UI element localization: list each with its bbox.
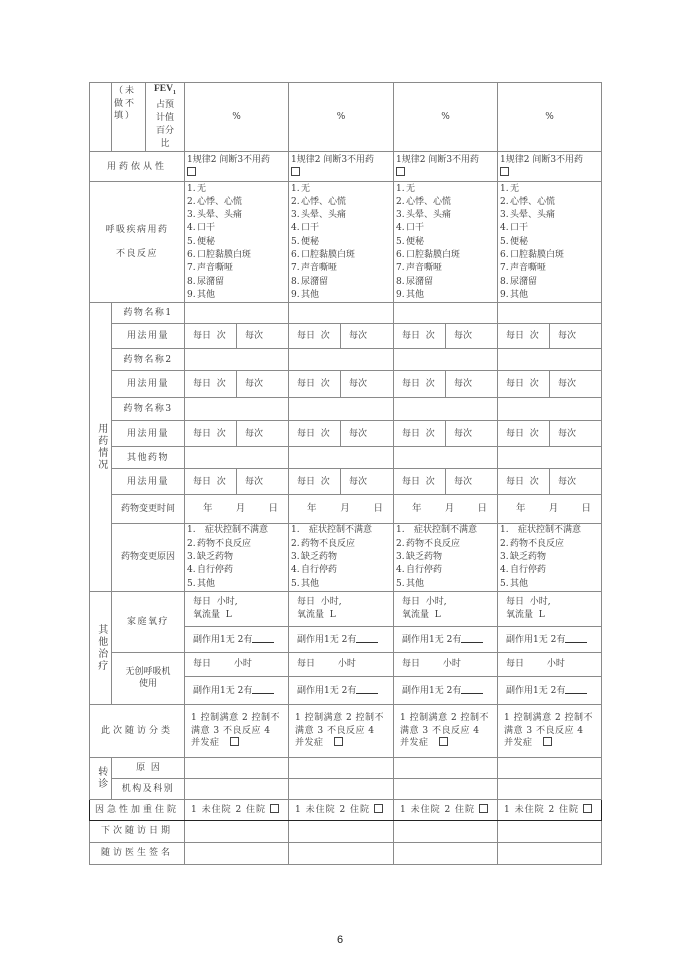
referral-institution-row [90, 778, 602, 799]
drug2-name-input-2[interactable] [289, 349, 394, 371]
checkbox[interactable] [187, 167, 196, 176]
next-visit-input-4[interactable] [498, 820, 602, 842]
other-daily-input-3[interactable]: 每日 次 [394, 469, 446, 495]
drug1-daily-input-1[interactable]: 每日 次 [185, 324, 237, 349]
drug3-each-input-1[interactable]: 每次 [237, 421, 289, 447]
drug3-name-input-1[interactable] [185, 398, 289, 421]
drug1-name-row [90, 303, 602, 324]
hospitalization-cell-3[interactable]: 1 未住院 2 住院 [394, 799, 498, 820]
adherence-options: 1规律2 间断3不用药 [396, 155, 480, 166]
drug3-each-input-4[interactable]: 每次 [550, 421, 602, 447]
drug3-daily-input-2[interactable]: 每日 次 [289, 421, 341, 447]
next-visit-input-1[interactable] [185, 820, 289, 842]
ventilator-daily-4[interactable]: 每日 小时 [498, 652, 602, 676]
drug3-name-label: 药物名称3 [112, 398, 185, 421]
drug3-name-input-3[interactable] [394, 398, 498, 421]
classification-cell-4[interactable]: 1 控制满意 2 控制不满意 3 不良反应 4 并发症 [498, 704, 602, 757]
fev-label-rest: 占预计值百分比 [155, 100, 174, 150]
change-date-input-1[interactable]: 年 月 日 [185, 495, 289, 524]
oxygen-side-effect-2[interactable]: 副作用1无 2有 [289, 626, 394, 652]
drug2-each-input-4[interactable]: 每次 [550, 371, 602, 398]
adverse-options-1[interactable]: 1.无 2.心悸、心慌 3.头晕、头痛 4.口干 5.便秘 6.口腔黏膜白斑 7.声音嘶哑 8.尿潴留 9.其他 [185, 182, 289, 303]
fev-input-3[interactable]: % [394, 83, 498, 152]
drug2-daily-input-4[interactable]: 每日 次 [498, 371, 550, 398]
other-treatment-group-label: 其他治疗 [90, 591, 112, 704]
checkbox[interactable] [334, 737, 343, 746]
change-date-input-4[interactable]: 年 月 日 [498, 495, 602, 524]
adherence-options: 1规律2 间断3不用药 [187, 155, 271, 166]
hospitalization-cell-4[interactable]: 1 未住院 2 住院 [498, 799, 602, 820]
referral-reason-label: 原 因 [112, 757, 185, 778]
change-reason-options-3[interactable]: 1. 症状控制不满意 2.药物不良反应 3.缺乏药物 4.自行停药 5.其他 [394, 524, 498, 591]
next-visit-label: 下次随访日期 [90, 820, 185, 842]
drug2-usage-row [90, 371, 602, 398]
drug1-name-input-2[interactable] [289, 303, 394, 324]
drug2-daily-input-3[interactable]: 每日 次 [394, 371, 446, 398]
drug3-daily-input-3[interactable]: 每日 次 [394, 421, 446, 447]
classification-cell-1[interactable]: 1 控制满意 2 控制不满意 3 不良反应 4 并发症 [185, 704, 289, 757]
change-reason-label: 药物变更原因 [112, 524, 185, 591]
other-daily-input-1[interactable]: 每日 次 [185, 469, 237, 495]
drug1-daily-input-2[interactable]: 每日 次 [289, 324, 341, 349]
oxygen-side-effect-4[interactable]: 副作用1无 2有 [498, 626, 602, 652]
drug1-name-input-1[interactable] [185, 303, 289, 324]
checkbox[interactable] [500, 167, 509, 176]
ventilator-side-effect-1[interactable]: 副作用1无 2有 [185, 676, 289, 704]
referral-institution-input-4[interactable] [498, 778, 602, 799]
change-time-row [90, 495, 602, 524]
classification-cell-3[interactable]: 1 控制满意 2 控制不满意 3 不良反应 4 并发症 [394, 704, 498, 757]
drug1-name-label: 药物名称1 [112, 303, 185, 324]
checkbox[interactable] [543, 737, 552, 746]
referral-reason-input-2[interactable] [289, 757, 394, 778]
other-each-input-2[interactable]: 每次 [341, 469, 394, 495]
drug2-name-row [90, 349, 602, 371]
drug1-each-input-3[interactable]: 每次 [446, 324, 498, 349]
drug2-usage-label: 用法用量 [112, 371, 185, 398]
drug1-usage-label: 用法用量 [112, 324, 185, 349]
next-visit-input-2[interactable] [289, 820, 394, 842]
referral-reason-input-1[interactable] [185, 757, 289, 778]
medication-group-label: 用药情况 [90, 303, 112, 591]
checkbox[interactable] [583, 804, 592, 813]
ventilator-daily-3[interactable]: 每日 小时 [394, 652, 498, 676]
doctor-sign-label: 随访医生签名 [90, 842, 185, 864]
drug2-each-input-2[interactable]: 每次 [341, 371, 394, 398]
adherence-options: 1规律2 间断3不用药 [500, 155, 584, 166]
drug3-each-input-2[interactable]: 每次 [341, 421, 394, 447]
adverse-options-3[interactable]: 1.无 2.心悸、心慌 3.头晕、头痛 4.口干 5.便秘 6.口腔黏膜白斑 7.声音嘶哑 8.尿潴留 9.其他 [394, 182, 498, 303]
checkbox[interactable] [230, 737, 239, 746]
classification-row [90, 704, 602, 757]
fev-input-1[interactable]: % [185, 83, 289, 152]
drug2-name-label: 药物名称2 [112, 349, 185, 371]
oxygen-side-effect-1[interactable]: 副作用1无 2有 [185, 626, 289, 652]
referral-institution-input-2[interactable] [289, 778, 394, 799]
drug2-daily-input-1[interactable]: 每日 次 [185, 371, 237, 398]
drug3-name-input-4[interactable] [498, 398, 602, 421]
drug3-usage-label: 用法用量 [112, 421, 185, 447]
doctor-sign-input-2[interactable] [289, 842, 394, 864]
other-daily-input-2[interactable]: 每日 次 [289, 469, 341, 495]
referral-institution-label: 机构及科别 [112, 778, 185, 799]
checkbox[interactable] [374, 804, 383, 813]
ventilator-label: 无创呼吸机 使用 [112, 652, 185, 704]
drug2-name-input-1[interactable] [185, 349, 289, 371]
other-drug-input-4[interactable] [498, 447, 602, 469]
drug3-usage-row [90, 421, 602, 447]
referral-reason-row [90, 757, 602, 778]
change-time-label: 药物变更时间 [112, 495, 185, 524]
ventilator-side-effect-2[interactable]: 副作用1无 2有 [289, 676, 394, 704]
home-oxygen-input-1[interactable]: 每日 小时, 氧流量 L [185, 591, 289, 626]
adherence-cell-4[interactable] [498, 152, 602, 182]
change-reason-options-4[interactable]: 1. 症状控制不满意 2.药物不良反应 3.缺乏药物 4.自行停药 5.其他 [498, 524, 602, 591]
drug1-each-input-2[interactable]: 每次 [341, 324, 394, 349]
classification-label: 此次随访分类 [90, 704, 185, 757]
drug1-name-input-4[interactable] [498, 303, 602, 324]
oxygen-side-effect-3[interactable]: 副作用1无 2有 [394, 626, 498, 652]
fev-row [90, 83, 602, 152]
referral-group-label: 转诊 [90, 757, 112, 799]
checkbox[interactable] [396, 167, 405, 176]
fev-note: （未做不填） [112, 83, 146, 152]
home-oxygen-row [90, 591, 602, 626]
other-drug-input-1[interactable] [185, 447, 289, 469]
other-daily-input-4[interactable]: 每日 次 [498, 469, 550, 495]
fev-label-main: FEV [154, 84, 173, 94]
hospitalization-row [90, 799, 602, 820]
hospitalization-cell-2[interactable]: 1 未住院 2 住院 [289, 799, 394, 820]
hospitalization-cell-1[interactable]: 1 未住院 2 住院 [185, 799, 289, 820]
ventilator-side-effect-3[interactable]: 副作用1无 2有 [394, 676, 498, 704]
adherence-row [90, 152, 602, 182]
home-oxygen-input-3[interactable]: 每日 小时, 氧流量 L [394, 591, 498, 626]
other-each-input-1[interactable]: 每次 [237, 469, 289, 495]
home-oxygen-input-2[interactable]: 每日 小时, 氧流量 L [289, 591, 394, 626]
other-drug-input-2[interactable] [289, 447, 394, 469]
other-drug-usage-label: 用法用量 [112, 469, 185, 495]
fev-input-2[interactable]: % [289, 83, 394, 152]
adherence-cell-2[interactable] [289, 152, 394, 182]
fev-label-sub: 1 [173, 89, 176, 96]
blank-cell [90, 83, 112, 152]
classification-cell-2[interactable]: 1 控制满意 2 控制不满意 3 不良反应 4 并发症 [289, 704, 394, 757]
adherence-options: 1规律2 间断3不用药 [291, 155, 375, 166]
adverse-label-line2: 不良反应 [115, 249, 158, 260]
adverse-reaction-row [90, 182, 602, 303]
drug2-name-input-4[interactable] [498, 349, 602, 371]
adherence-label: 用药依从性 [90, 152, 185, 182]
drug1-daily-input-3[interactable]: 每日 次 [394, 324, 446, 349]
home-oxygen-input-4[interactable]: 每日 小时, 氧流量 L [498, 591, 602, 626]
ventilator-daily-1[interactable]: 每日 小时 [185, 652, 289, 676]
other-each-input-4[interactable]: 每次 [550, 469, 602, 495]
change-reason-row [90, 524, 602, 591]
drug2-daily-input-2[interactable]: 每日 次 [289, 371, 341, 398]
change-date-input-3[interactable]: 年 月 日 [394, 495, 498, 524]
adverse-reaction-label [90, 182, 185, 303]
adverse-options-4[interactable]: 1.无 2.心悸、心慌 3.头晕、头痛 4.口干 5.便秘 6.口腔黏膜白斑 7.声音嘶哑 8.尿潴留 9.其他 [498, 182, 602, 303]
referral-institution-input-3[interactable] [394, 778, 498, 799]
hospitalization-label: 因急性加重住院 [90, 799, 185, 820]
adherence-cell-3[interactable] [394, 152, 498, 182]
referral-reason-input-4[interactable] [498, 757, 602, 778]
ventilator-side-effect-4[interactable]: 副作用1无 2有 [498, 676, 602, 704]
ventilator-daily-2[interactable]: 每日 小时 [289, 652, 394, 676]
fev-label [146, 83, 185, 152]
ventilator-row [90, 652, 602, 676]
other-drug-name-row [90, 447, 602, 469]
doctor-sign-input-4[interactable] [498, 842, 602, 864]
drug1-each-input-4[interactable]: 每次 [550, 324, 602, 349]
drug3-daily-input-4[interactable]: 每日 次 [498, 421, 550, 447]
drug1-usage-row [90, 324, 602, 349]
checkbox[interactable] [439, 737, 448, 746]
drug1-name-input-3[interactable] [394, 303, 498, 324]
drug2-each-input-1[interactable]: 每次 [237, 371, 289, 398]
doctor-sign-input-3[interactable] [394, 842, 498, 864]
checkbox[interactable] [479, 804, 488, 813]
drug2-each-input-3[interactable]: 每次 [446, 371, 498, 398]
change-date-input-2[interactable]: 年 月 日 [289, 495, 394, 524]
next-visit-row [90, 820, 602, 842]
doctor-sign-row [90, 842, 602, 864]
other-drug-label: 其他药物 [112, 447, 185, 469]
next-visit-input-3[interactable] [394, 820, 498, 842]
drug3-name-row [90, 398, 602, 421]
followup-form-table [89, 82, 602, 865]
other-each-input-3[interactable]: 每次 [446, 469, 498, 495]
page-number: 6 [336, 934, 344, 946]
doctor-sign-input-1[interactable] [185, 842, 289, 864]
change-reason-options-2[interactable]: 1. 症状控制不满意 2.药物不良反应 3.缺乏药物 4.自行停药 5.其他 [289, 524, 394, 591]
drug1-daily-input-4[interactable]: 每日 次 [498, 324, 550, 349]
drug3-each-input-3[interactable]: 每次 [446, 421, 498, 447]
home-oxygen-label: 家庭氧疗 [112, 591, 185, 652]
adverse-options-2[interactable]: 1.无 2.心悸、心慌 3.头晕、头痛 4.口干 5.便秘 6.口腔黏膜白斑 7.声音嘶哑 8.尿潴留 9.其他 [289, 182, 394, 303]
change-reason-options-1[interactable]: 1. 症状控制不满意 2.药物不良反应 3.缺乏药物 4.自行停药 5.其他 [185, 524, 289, 591]
referral-institution-input-1[interactable] [185, 778, 289, 799]
adherence-cell-1[interactable] [185, 152, 289, 182]
drug1-each-input-1[interactable]: 每次 [237, 324, 289, 349]
checkbox[interactable] [291, 167, 300, 176]
drug3-name-input-2[interactable] [289, 398, 394, 421]
fev-input-4[interactable]: % [498, 83, 602, 152]
adverse-label-line1: 呼吸疾病用药 [105, 224, 169, 235]
referral-reason-input-3[interactable] [394, 757, 498, 778]
drug3-daily-input-1[interactable]: 每日 次 [185, 421, 237, 447]
checkbox[interactable] [270, 804, 279, 813]
other-drug-input-3[interactable] [394, 447, 498, 469]
drug2-name-input-3[interactable] [394, 349, 498, 371]
other-drug-usage-row [90, 469, 602, 495]
